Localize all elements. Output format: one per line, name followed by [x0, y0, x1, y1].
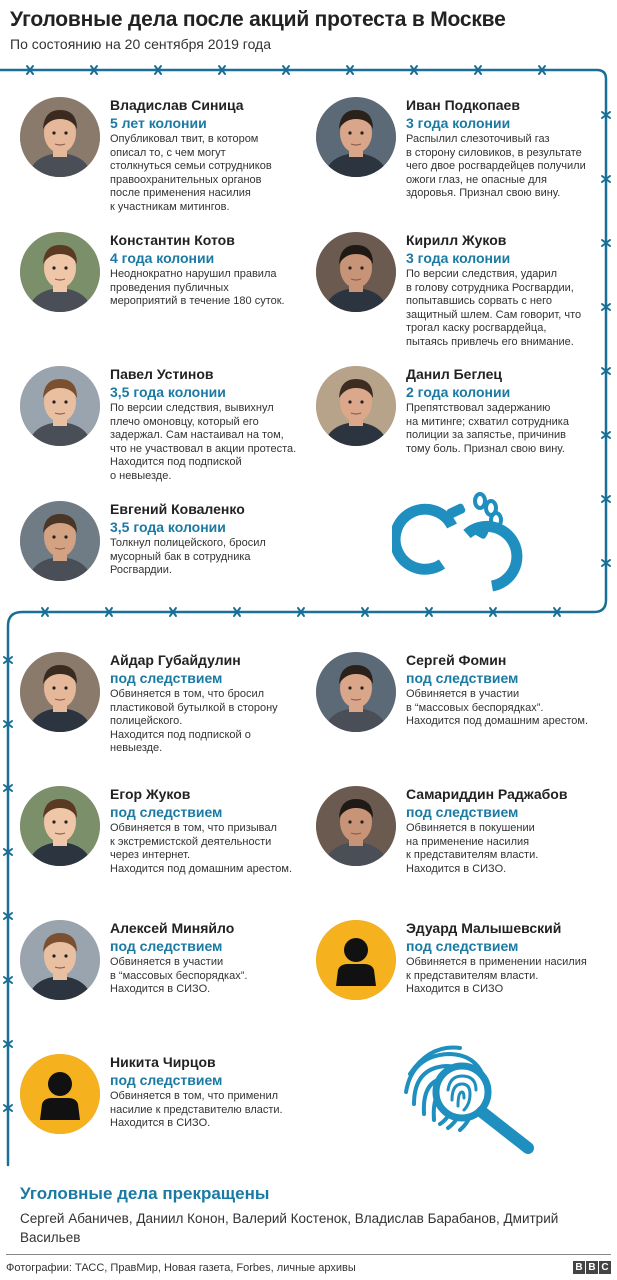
person-description: Обвиняется в покушении на применение насилия к представителям власти. Находится в СИЗО. [406, 822, 539, 875]
person-description: Обвиняется в участии в “массовых беспорядках”. Находится в СИЗО. [110, 956, 248, 995]
person-status: 2 года колонии [406, 384, 511, 400]
person-description: Обвиняется в участии в “массовых беспорядках”. Находится под домашним арестом. [406, 688, 588, 727]
person-description: Обвиняется в том, что применил насилие к представителю власти. Находится в СИЗО. [110, 1090, 283, 1129]
person-status: под следствием [110, 1072, 223, 1088]
person-silhouette-icon [316, 920, 396, 1000]
person-photo [20, 652, 100, 732]
bbc-logo-letter: B [586, 1261, 598, 1274]
person-name: Эдуард Малышевский [406, 920, 562, 936]
person-status: под следствием [110, 670, 223, 686]
footer-divider [6, 1254, 611, 1255]
person-description: По версии следствия, ударил в голову сотрудника Росгвардии, попытавшись сорвать с него защитный шлем. Сам говорит, что трогал каску росгвардейца, пытаясь привлечь его внимание. [406, 268, 582, 348]
person-status: под следствием [406, 670, 519, 686]
person-status: под следствием [406, 804, 519, 820]
person-name: Иван Подкопаев [406, 97, 520, 113]
person-status: 3 года колонии [406, 250, 511, 266]
person-name: Павел Устинов [110, 366, 214, 382]
person-name: Никита Чирцов [110, 1054, 216, 1070]
person-name: Евгений Коваленко [110, 501, 245, 517]
fingerprint-magnifier-icon [400, 1034, 540, 1154]
person-description: Обвиняется в том, что призывал к экстремистской деятельности через интернет. Находится под домашним арестом. [110, 822, 292, 875]
person-name: Данил Беглец [406, 366, 503, 382]
person-status: 3,5 года колонии [110, 519, 226, 535]
person-name: Алексей Миняйло [110, 920, 235, 936]
person-description: Обвиняется в применении насилия к представителям власти. Находится в СИЗО [406, 956, 587, 995]
person-name: Константин Котов [110, 232, 235, 248]
person-status: под следствием [110, 804, 223, 820]
person-description: Распылил слезоточивый газ в сторону силовиков, в результате чего двое росгвардейцев получили ожоги глаз, не опасные для здоровья. Признал свою вину. [406, 133, 586, 199]
person-description: Обвиняется в том, что бросил пластиковой бутылкой в сторону полицейского. Находится под подпиской о невыезде. [110, 688, 278, 754]
person-photo [316, 366, 396, 446]
person-name: Кирилл Жуков [406, 232, 507, 248]
person-photo [20, 232, 100, 312]
person-silhouette-icon [20, 1054, 100, 1134]
person-name: Владислав Синица [110, 97, 244, 113]
person-name: Айдар Губайдулин [110, 652, 241, 668]
person-photo [20, 366, 100, 446]
photo-credits: Фотографии: ТАСС, ПравМир, Новая газета, Forbes, личные архивы [6, 1262, 356, 1274]
bbc-logo-letter: B [573, 1261, 585, 1274]
person-status: под следствием [110, 938, 223, 954]
page-subtitle: По состоянию на 20 сентября 2019 года [10, 36, 272, 52]
bbc-logo [573, 1261, 611, 1274]
person-photo [316, 786, 396, 866]
person-photo [20, 786, 100, 866]
closed-cases-names: Сергей Абаничев, Даниил Конон, Валерий Костенок, Владислав Барабанов, Дмитрий Васильев [20, 1211, 559, 1245]
person-photo [20, 501, 100, 581]
person-photo [316, 652, 396, 732]
person-photo [20, 97, 100, 177]
person-status: 5 лет колонии [110, 115, 207, 131]
person-photo [20, 920, 100, 1000]
person-description: Толкнул полицейского, бросил мусорный бак в сотрудника Росгвардии. [110, 537, 266, 576]
person-status: 3 года колонии [406, 115, 511, 131]
handcuffs-icon [392, 486, 532, 601]
person-description: Опубликовал твит, в котором описал то, с чем могут столкнуться семьи сотрудников правоохранительных органов после применения насилия к участникам митингов. [110, 133, 272, 213]
person-name: Самариддин Раджабов [406, 786, 568, 802]
person-status: 4 года колонии [110, 250, 215, 266]
closed-cases-title: Уголовные дела прекращены [20, 1184, 270, 1203]
person-status: 3,5 года колонии [110, 384, 226, 400]
person-description: По версии следствия, вывихнул плечо омоновцу, который его задержал. Сам настаивал на том, что не участвовал в акции протеста. Находится под подпиской о невыезде. [110, 402, 297, 482]
person-photo [316, 97, 396, 177]
bbc-logo-letter: C [599, 1261, 611, 1274]
page-title: Уголовные дела после акций протеста в Москве [10, 8, 506, 31]
person-description: Препятствовал задержанию на митинге; схватил сотрудника полиции за запястье, причинив тому боль. Признал свою вину. [406, 402, 569, 455]
person-photo [316, 232, 396, 312]
person-name: Егор Жуков [110, 786, 191, 802]
person-description: Неоднократно нарушил правила проведения публичных мероприятий в течение 180 суток. [110, 268, 285, 307]
person-status: под следствием [406, 938, 519, 954]
person-name: Сергей Фомин [406, 652, 507, 668]
